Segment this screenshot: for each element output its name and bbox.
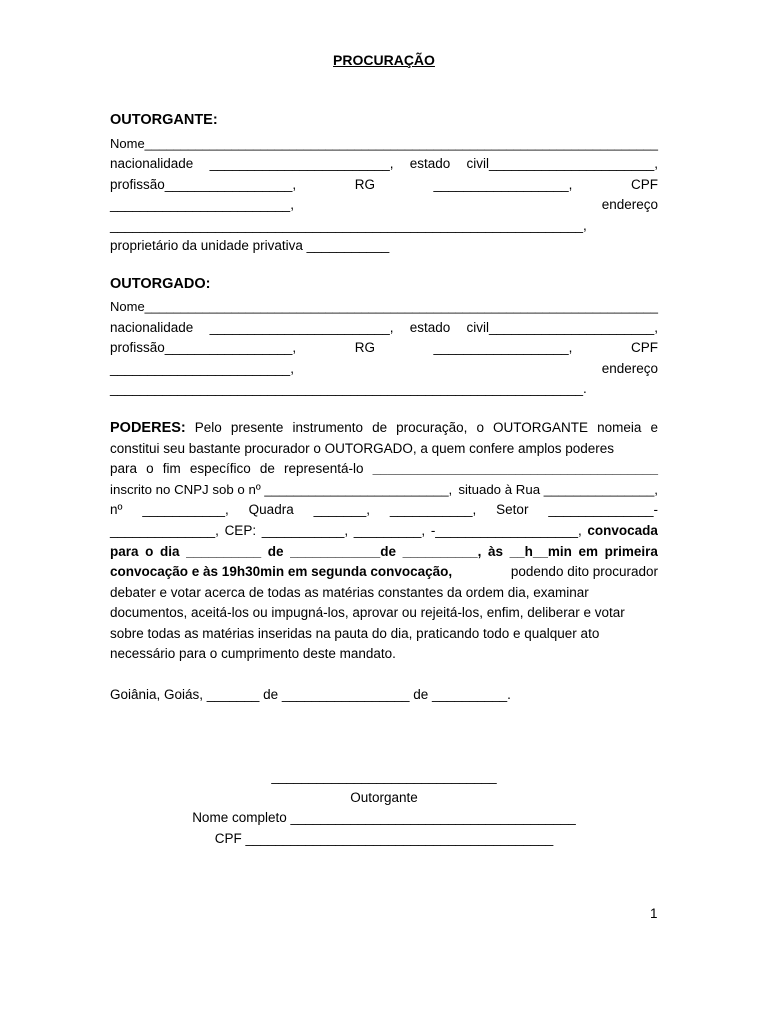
outorgante-nome-line: Nome_______________________________________________________________________ — [110, 136, 659, 151]
outorgado-nome-line: Nome_______________________________________________________________________ — [110, 299, 659, 314]
text-segment: de — [372, 420, 388, 435]
poderes-line-6 — [110, 521, 658, 541]
text-segment: ________________________, — [209, 156, 394, 171]
text-segment: ________________________, — [209, 320, 394, 335]
text-segment: __________, — [402, 544, 482, 559]
text-segment: civil______________________, — [466, 320, 658, 335]
poderes-line-7 — [110, 542, 658, 562]
text-segment: estado — [409, 156, 451, 171]
text-segment: específico — [189, 461, 251, 476]
text-segment: endereço — [601, 361, 658, 376]
text-segment: ______________- — [548, 502, 658, 517]
text-segment: CPF — [630, 177, 658, 192]
poderes-line-4 — [110, 480, 658, 500]
text-segment: de — [259, 461, 275, 476]
text-segment: nacionalidade — [110, 320, 194, 335]
text-segment: _______, — [313, 502, 370, 517]
text-segment: ___________, — [142, 502, 229, 517]
text-segment: podendo dito procurador — [510, 564, 658, 579]
text-segment: ______________, — [110, 523, 219, 538]
text-segment: __________________, — [433, 177, 573, 192]
text-segment: Quadra — [248, 502, 294, 517]
poderes-line-3 — [110, 459, 658, 479]
text-segment: nº — [110, 502, 123, 517]
text-segment: RG — [354, 340, 375, 355]
text-segment: representá-lo — [284, 461, 364, 476]
text-segment: RG — [354, 177, 375, 192]
text-segment: nomeia — [597, 420, 642, 435]
text-segment: o — [146, 461, 154, 476]
poderes-line-12: necessário para o cumprimento deste mandato. — [110, 646, 396, 661]
outorgado-heading: OUTORGADO: — [110, 276, 211, 292]
text-segment: estado — [409, 320, 451, 335]
text-segment: ____________de — [290, 544, 396, 559]
text-segment: _________, — [353, 523, 426, 538]
text-segment: ______________________________________ — [372, 461, 658, 476]
outorgante-profissao-line — [110, 175, 658, 195]
text-segment: -___________________, — [430, 523, 582, 538]
outorgante-cpf-line — [110, 195, 658, 215]
outorgado-cpf-line — [110, 359, 658, 379]
text-segment: __h__min — [509, 544, 572, 559]
signature-cpf-field: CPF _________________________________________ — [214, 831, 554, 846]
text-segment: __________ — [186, 544, 262, 559]
text-segment: dia — [159, 544, 180, 559]
text-segment: para — [110, 544, 139, 559]
text-segment: às — [488, 544, 504, 559]
text-segment: ___________, — [389, 502, 477, 517]
text-segment: civil______________________, — [466, 156, 658, 171]
outorgado-endereco-line: _______________________________________________________________. — [110, 381, 587, 396]
text-segment: CPF — [630, 340, 658, 355]
poderes-line-10: documentos, aceitá-los ou impugná-los, aprovar ou rejeitá-los, enfim, deliberar e votar — [110, 605, 625, 620]
text-segment: em — [578, 544, 599, 559]
outorgante-nacionalidade-line — [110, 154, 658, 174]
text-segment: e — [650, 420, 658, 435]
text-segment: o — [145, 544, 154, 559]
poderes-line-9: debater e votar acerca de todas as matérias constantes da ordem dia, examinar — [110, 585, 589, 600]
poderes-line-2: constitui seu bastante procurador o OUTORGADO, a quem confere amplos poderes — [110, 441, 615, 456]
poderes-line-5 — [110, 500, 658, 520]
text-segment: o — [476, 420, 484, 435]
signature-name-field: Nome completo ______________________________________ — [192, 810, 576, 825]
text-segment: ________________________, — [110, 361, 294, 376]
outorgante-unidade-line: proprietário da unidade privativa ___________ — [110, 238, 390, 253]
text-segment: OUTORGANTE — [493, 420, 589, 435]
text-segment: fim — [162, 461, 181, 476]
signature-line: ______________________________ — [271, 769, 497, 784]
text-segment: presente — [230, 420, 284, 435]
text-segment: ___________, — [261, 523, 349, 538]
text-segment: Pelo — [194, 420, 222, 435]
text-segment: __________________, — [433, 340, 573, 355]
text-segment: Setor — [496, 502, 529, 517]
text-segment: para — [110, 461, 138, 476]
outorgado-nacionalidade-line — [110, 318, 658, 338]
place-date-line: Goiânia, Goiás, _______ de _________________ de __________. — [110, 687, 511, 702]
text-segment: endereço — [601, 197, 658, 212]
text-segment: situado à Rua _______________, — [458, 482, 658, 497]
text-segment: convocação e às 19h30min em segunda convocação, — [110, 564, 453, 579]
signature-label: Outorgante — [350, 790, 418, 805]
poderes-heading: PODERES: — [110, 420, 186, 436]
page-number: 1 — [650, 906, 658, 921]
poderes-line-1 — [110, 418, 658, 438]
text-segment: profissão_________________, — [110, 177, 297, 192]
text-segment: procuração, — [396, 420, 468, 435]
poderes-line-8 — [110, 562, 658, 582]
outorgado-profissao-line — [110, 338, 658, 358]
text-segment: instrumento — [292, 420, 364, 435]
text-segment: CEP: — [224, 523, 257, 538]
text-segment: profissão_________________, — [110, 340, 297, 355]
outorgante-endereco-line: _______________________________________________________________, — [110, 218, 587, 233]
text-segment: de — [267, 544, 284, 559]
text-segment: nacionalidade — [110, 156, 194, 171]
text-segment: convocada — [587, 523, 658, 538]
text-segment: inscrito no CNPJ sob o nº _________________________, — [110, 482, 453, 497]
text-segment: primeira — [604, 544, 658, 559]
poderes-line-11: sobre todas as matérias inseridas na pauta do dia, praticando todo e qualquer ato — [110, 626, 600, 641]
document-title: PROCURAÇÃO — [333, 52, 435, 68]
outorgante-heading: OUTORGANTE: — [110, 112, 218, 128]
text-segment: ________________________, — [110, 197, 294, 212]
